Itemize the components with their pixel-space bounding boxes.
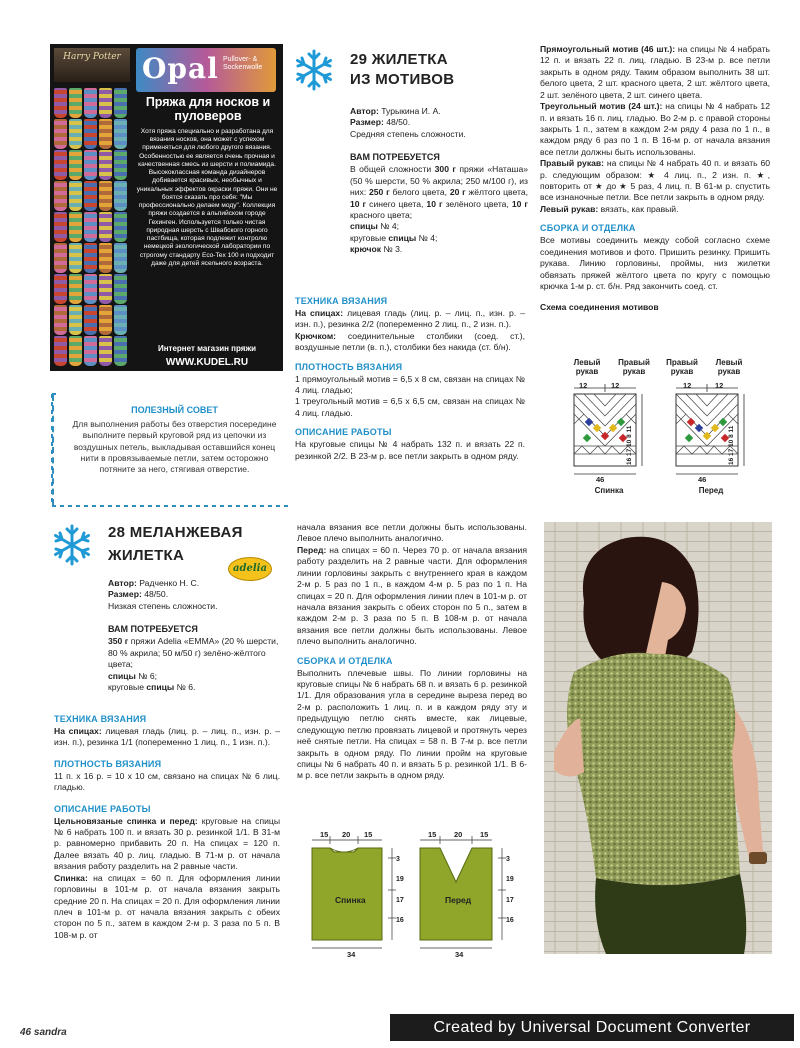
technique-heading: ТЕХНИКА ВЯЗАНИЯ <box>295 296 388 306</box>
technique-heading: ТЕХНИКА ВЯЗАНИЯ <box>54 714 147 724</box>
dim-15: 15 <box>480 830 489 839</box>
dim-12: 12 <box>715 381 724 390</box>
sock-image <box>84 274 97 304</box>
materials-heading: ВАМ ПОТРЕБУЕТСЯ <box>350 152 440 163</box>
description-text: На круговые спицы № 4 набрать 132 п. и вязать 22 п. резинкой 2/2. В 23-м р. все петли закрыть в одном ряду. <box>295 439 525 461</box>
author-label: Автор: <box>350 106 379 116</box>
sock-image <box>114 305 127 335</box>
dim-3: 3 <box>396 856 400 863</box>
materials-text: синего цвета, <box>369 198 424 209</box>
dim-19: 19 <box>506 876 514 884</box>
dim-16: 16 <box>506 916 514 924</box>
tip-title: ПОЛЕЗНЫЙ СОВЕТ <box>131 405 218 415</box>
dim-15: 15 <box>320 830 329 839</box>
sock-image <box>114 274 127 304</box>
snowflake-icon <box>292 48 336 92</box>
technique-label: На спицах: <box>295 307 344 318</box>
assembly-heading: СБОРКА И ОТДЕЛКА <box>540 223 636 234</box>
converter-watermark: Created by Universal Document Converter <box>390 1014 794 1041</box>
sock-image <box>114 181 127 211</box>
pattern-label-front: Перед <box>445 895 472 905</box>
sleeve-label: Правый рукав: <box>540 158 605 169</box>
scheme-label-left-sleeve: Левый рукав <box>573 358 601 377</box>
materials-text: жёлтого цвета, <box>468 187 529 198</box>
sock-image <box>54 305 67 335</box>
sock-image <box>69 181 82 211</box>
description-text: на спицах = 60 п. Через 70 р. от начала вязания работу разделить на 2 равные части. Для оформления линии горловины закрыть с внутреннего края в каждом 2-м р. 5 раз по 1 п., в каждом 4-м р. 5 раз по 1 п. На спицах = 20 п. Для оформления линии плеч в 101-м р. от начала вязания закрыть с обеих сторон по 5 п., затем в каждом 2-м р. 3 раза по 5 п. В 108-м р. от начала вязания все петли должны быть использованы. Левое плечо выполнить аналогично. <box>297 544 527 647</box>
sock-image <box>54 88 67 118</box>
assembly-text: Все мотивы соединить между собой согласно схеме соединения мотивов и фото. Пришить резинку. Пришить рукава. Линию горловины, проймы, низ жилетки обвязать пряжей жёлтого цвета по кругу с помощью крючка 1-м р. ст. б/н. Ряд закончить соед. ст. <box>540 235 770 291</box>
materials-heading: ВАМ ПОТРЕБУЕТСЯ <box>108 624 198 635</box>
sock-image <box>114 243 127 273</box>
needles-size: № 4; <box>380 221 400 232</box>
sock-image <box>69 212 82 242</box>
sleeve-label: Левый рукав: <box>540 203 599 214</box>
sock-image <box>84 243 97 273</box>
dim-46: 46 <box>596 475 605 484</box>
sock-image <box>54 243 67 273</box>
sock-image <box>99 243 112 273</box>
ad-shop-label: Интернет магазин пряжи <box>157 344 257 353</box>
model-photo <box>544 522 772 954</box>
motif-text: на спицы № 4 набрать 12 п. и вязать 16 п. лиц. гладью. Во 2-м р. с правой стороны закрыть 1 п., затем в каждом 2-м ряду 4 раза по 1 п., в каждом ряду 6 раз по 1 п. В 16-м р. от начала вязания все петли должны быть использованы. <box>540 101 770 157</box>
sock-image <box>84 150 97 180</box>
hook-size: № 3. <box>383 244 403 255</box>
needles-size: № 4; <box>418 232 438 243</box>
sock-image <box>69 88 82 118</box>
project-28-continued <box>297 522 527 782</box>
sock-image <box>54 336 67 366</box>
opal-brand: Opal <box>142 52 219 85</box>
project-29-technique <box>295 290 525 462</box>
dim-12: 12 <box>611 381 620 390</box>
dim-17: 17 <box>506 896 514 904</box>
page-footer <box>20 1026 67 1039</box>
technique-text: соединительные столбики (соед. ст.), воздушные петли (в. п.), столбики без накида (ст. б/н). <box>295 330 525 353</box>
project-28-title-line1: 28 МЕЛАНЖЕВАЯ <box>108 524 243 541</box>
motif-label: Прямоугольный мотив (46 шт.): <box>540 44 676 54</box>
sock-image <box>69 243 82 273</box>
dim-17: 17 <box>396 896 404 904</box>
sock-image <box>99 274 112 304</box>
project-28-info <box>108 578 288 693</box>
scheme-label-left-sleeve: Левый рукав <box>715 358 743 377</box>
size-label: Размер: <box>350 117 384 128</box>
materials-text: белого цвета, <box>392 187 448 198</box>
size-value: 48/50. <box>144 589 169 600</box>
side-dims <box>396 850 404 931</box>
side-dims: 16 17 10 8 11 <box>626 425 633 465</box>
sock-image <box>84 336 97 366</box>
materials-text: пряжи «Наташа» (50 % шерсти, 50 % акрила; 250 м/100 г), из них: <box>350 164 529 198</box>
sock-image <box>54 212 67 242</box>
needles-label: спицы <box>108 670 136 681</box>
dim-15: 15 <box>428 830 437 839</box>
dim-12: 12 <box>579 381 588 390</box>
needles-label: спицы <box>146 681 175 692</box>
scheme-label-right-sleeve: Правый рукав <box>666 358 698 377</box>
needles-type: круговые <box>108 681 144 692</box>
author-value: Турыкина И. А. <box>381 106 441 116</box>
motif-scheme-diagram <box>570 382 770 490</box>
needles-size: № 6; <box>138 670 158 681</box>
dim-16: 16 <box>396 916 404 924</box>
description-label: Перед: <box>297 544 327 555</box>
sock-image <box>84 88 97 118</box>
sock-image <box>54 150 67 180</box>
magazine-name: sandra <box>33 1027 67 1038</box>
assembly-text: Выполнить плечевые швы. По линии горловины на круговые спицы № 6 набрать 68 п. и вязать 6 р. резинкой 1/1. Для образования угла в середине выреза перед во 2-м р. расположить 1 лиц. п. и в каждом ряду эту и предыдущую петлю снять вместе, как лицевые, следующую петлю провязать лицевой и протянуть через неё снятые петли. На спицах = 58 п. В 7-м р. все петли закрыть в одном ряду. По линии пройм на круговые спицы № 6 набрать 40 п. и вязать 5 р. резинкой 1/1. В 6-м р. все петли закрыть в одном ряду. <box>297 667 527 781</box>
materials-weight: 20 г <box>449 187 466 198</box>
sock-image <box>54 119 67 149</box>
description-text: на спицах = 60 п. Для оформления линии горловины в 101-м р. от начала вязания закрыть средние 20 п. На спицах = 20 п. Для оформления линии плеч в 101-м р. от начала вязания закрыть с обеих сторон по 5 п., затем в каждом 2-м р. 3 раза по 5 п. В 108-м р. от <box>54 872 280 940</box>
materials-weight: 10 г <box>350 198 367 209</box>
opal-subbrand: Pullover- & Sockenwolle <box>223 56 263 71</box>
size-value: 48/50. <box>386 117 411 128</box>
project-29-info <box>350 106 528 256</box>
dim-15: 15 <box>364 830 373 839</box>
back-pattern <box>312 848 382 940</box>
opal-advertisement <box>50 44 283 397</box>
ad-url[interactable]: WWW.KUDEL.RU <box>165 357 249 368</box>
needles-size: № 6. <box>176 681 196 692</box>
sock-image <box>69 119 82 149</box>
technique-text: лицевая гладь (лиц. р. – лиц. п., изн. р. – изн. п.), резинка 1/1 (попеременно 1 лиц. п., 1 изн. п.). <box>54 725 281 748</box>
assembly-heading: СБОРКА И ОТДЕЛКА <box>297 655 393 666</box>
dim-34: 34 <box>347 950 356 959</box>
needles-label: спицы <box>350 221 378 232</box>
sock-image <box>69 336 82 366</box>
sock-image <box>84 212 97 242</box>
project-29-title-line2: ИЗ МОТИВОВ <box>350 71 455 89</box>
author-label: Автор: <box>108 578 137 588</box>
sock-image <box>114 212 127 242</box>
hook-label: крючок <box>350 244 382 255</box>
density-text: 1 треугольный мотив = 6,5 х 6,5 см, связан на спицах № 4 лиц. гладью. <box>295 396 525 418</box>
tip-text: Для выполнения работы без отверстия посередине выполните первый круговой ряд из цепочки из воздушных петель, выкладывая оставшийся конец нити в провязываемые петли, затем осторожно потяните за него, стягивая отверстие. <box>72 418 277 475</box>
sock-image <box>84 181 97 211</box>
sock-image <box>114 150 127 180</box>
size-label: Размер: <box>108 589 142 600</box>
ad-headline: Пряжа для носков и пуловеров <box>145 95 271 123</box>
project-29-title-line1: 29 ЖИЛЕТКА <box>350 51 448 68</box>
sleeve-text: вязать, как правый. <box>600 203 679 214</box>
density-text: 11 п. х 16 р. = 10 х 10 см, связано на спицах № 6 лиц. гладью. <box>54 770 280 793</box>
ad-phone: (495) 505-50-28 <box>183 389 231 397</box>
sock-image <box>54 181 67 211</box>
density-text: 1 прямоугольный мотив = 6,5 х 8 см, связан на спицах № 4 лиц. гладью; <box>295 373 525 396</box>
sock-image <box>84 305 97 335</box>
sock-image <box>114 336 127 366</box>
density-heading: ПЛОТНОСТЬ ВЯЗАНИЯ <box>295 361 403 372</box>
materials-weight: 350 г <box>108 636 129 647</box>
opal-logo <box>136 48 276 92</box>
materials-text: В общей сложности <box>350 164 432 175</box>
ad-distributor-text: Эксклюзивный дистрибьютер пряжи в России ООО „Тетра". <box>138 374 276 389</box>
scheme-label-back: Спинка <box>594 486 624 495</box>
sock-image <box>99 336 112 366</box>
sock-image <box>99 212 112 242</box>
page-number: 46 <box>20 1027 32 1038</box>
dim-20: 20 <box>342 830 351 839</box>
project-28-technique <box>54 708 280 941</box>
scheme-label-right-sleeve: Правый рукав <box>618 358 650 377</box>
description-label: Спинка: <box>54 872 88 883</box>
side-dims: 16 17 10 8 11 <box>728 425 735 465</box>
needles-label: спицы <box>388 232 417 243</box>
sock-image <box>69 150 82 180</box>
sock-image <box>99 305 112 335</box>
description-text: начала вязания все петли должны быть использованы. Левое плечо выполнить аналогично. <box>297 522 527 544</box>
pattern-label-back: Спинка <box>335 895 366 905</box>
materials-weight: 300 г <box>434 164 456 175</box>
sock-image <box>99 88 112 118</box>
difficulty: Средняя степень сложности. <box>350 128 466 139</box>
dim-12: 12 <box>683 381 692 390</box>
materials-text: красного цвета; <box>350 209 413 220</box>
description-text: круговые на спицы № 6 набрать 100 п. и вязать 30 р. резинкой 1/1. В 31-м р. равномерно прибавить 20 п. На спицах = 120 п. Далее вязать 40 р. лиц. гладью. В 71-м р. от начала вязания работу разделить на 2 равные части. <box>54 815 281 872</box>
project-29-title <box>350 50 454 91</box>
sock-image <box>99 119 112 149</box>
side-dims <box>506 850 514 931</box>
materials-weight: 250 г <box>369 187 390 198</box>
sock-image <box>69 274 82 304</box>
materials-weight: 10 г <box>426 198 443 209</box>
motif-label: Треугольный мотив (24 шт.): <box>540 101 663 112</box>
ad-body: Хотя пряжа специально и разработана для вязания носков, она может с успехом применяться для любого другого вязания. Особенностью ее является очень прочная и качественная смесь из шерсти и полиамида. Высококлассная команда дизайнеров добивается красивых, необычных и уникальных эффектов окраски пряжи. Они не боятся сказать про себя: "Мы профессионально делаем моду". Коллекция пряжи создается в альпийском городе Гехинген. Используется только чистая природная шерсть с Швабского горного пастбища, которая подлежит контролю немецкой экологической лаборатории по строгому стандарту Eco-Tex 100 и подходит даже для детей ясельного возраста. <box>136 128 278 267</box>
project-28-title <box>108 522 243 567</box>
dim-19: 19 <box>396 876 404 884</box>
difficulty: Низкая степень сложности. <box>108 600 218 611</box>
materials-weight: 10 г <box>511 198 529 209</box>
sock-image <box>99 150 112 180</box>
sock-collage <box>50 44 132 371</box>
sock-image <box>69 305 82 335</box>
technique-text: лицевая гладь (лиц. р. – лиц. п., изн. р. – изн. п.), резинка 2/2 (попеременно 2 лиц. п., 2 изн. п.). <box>295 307 526 330</box>
snowflake-icon <box>50 523 94 567</box>
scheme-title: Схема соединения мотивов <box>540 302 659 313</box>
project-29-motifs <box>540 44 770 314</box>
description-heading: ОПИСАНИЕ РАБОТЫ <box>54 803 151 814</box>
harry-potter-logo: Harry Potter <box>54 48 130 82</box>
adelia-logo: adelia <box>228 557 272 581</box>
sock-image <box>114 119 127 149</box>
description-heading: ОПИСАНИЕ РАБОТЫ <box>295 427 392 438</box>
dim-3: 3 <box>506 856 510 863</box>
sock-image <box>114 88 127 118</box>
description-label: Цельновязаные спинка и перед: <box>54 815 198 826</box>
density-heading: ПЛОТНОСТЬ ВЯЗАНИЯ <box>54 758 162 769</box>
tip-dashed-border <box>50 390 294 510</box>
front-pattern <box>420 848 492 940</box>
project-28-title-line2: ЖИЛЕТКА <box>108 546 185 564</box>
sock-image <box>54 274 67 304</box>
materials-text: зелёного цвета, <box>445 198 509 209</box>
dim-20: 20 <box>454 830 463 839</box>
technique-label: На спицах: <box>54 725 102 736</box>
sock-image <box>84 119 97 149</box>
dim-46: 46 <box>698 475 707 484</box>
materials-text: пряжи Adelia «EMMA» (20 % шерсти, 80 % акрила; 50 м/50 г) зелёно-жёлтого цвета; <box>108 636 279 670</box>
sock-image <box>99 181 112 211</box>
scheme-label-front: Перед <box>698 486 724 495</box>
needles-type: круговые <box>350 232 386 243</box>
technique-label: Крючком: <box>295 330 337 341</box>
sleeve-text: на спицы № 4 набрать 40 п. и вязать 60 р. следующим образом: ★ 4 лиц. п., 2 изн. п. ★, повторить от ★ до ★ 5 раз, 4 лиц. п. В 61-м р. спустить все изнаночные петли. Все петли закрыть в одном ряду. <box>540 158 770 203</box>
motif-text: на спицы № 4 набрать 12 п. и вязать 22 п. лиц. гладью. В 23-м р. все петли закрыть в одном ряду. Таким образом выполнить 38 шт. белого цвета, 2 шт. красного цвета, 2 шт. жёлтого цвета, 2 шт. зелёного цвета, 2 шт. синего цвета. <box>540 44 770 100</box>
author-value: Радченко Н. С. <box>139 578 200 588</box>
dim-34: 34 <box>455 950 464 959</box>
